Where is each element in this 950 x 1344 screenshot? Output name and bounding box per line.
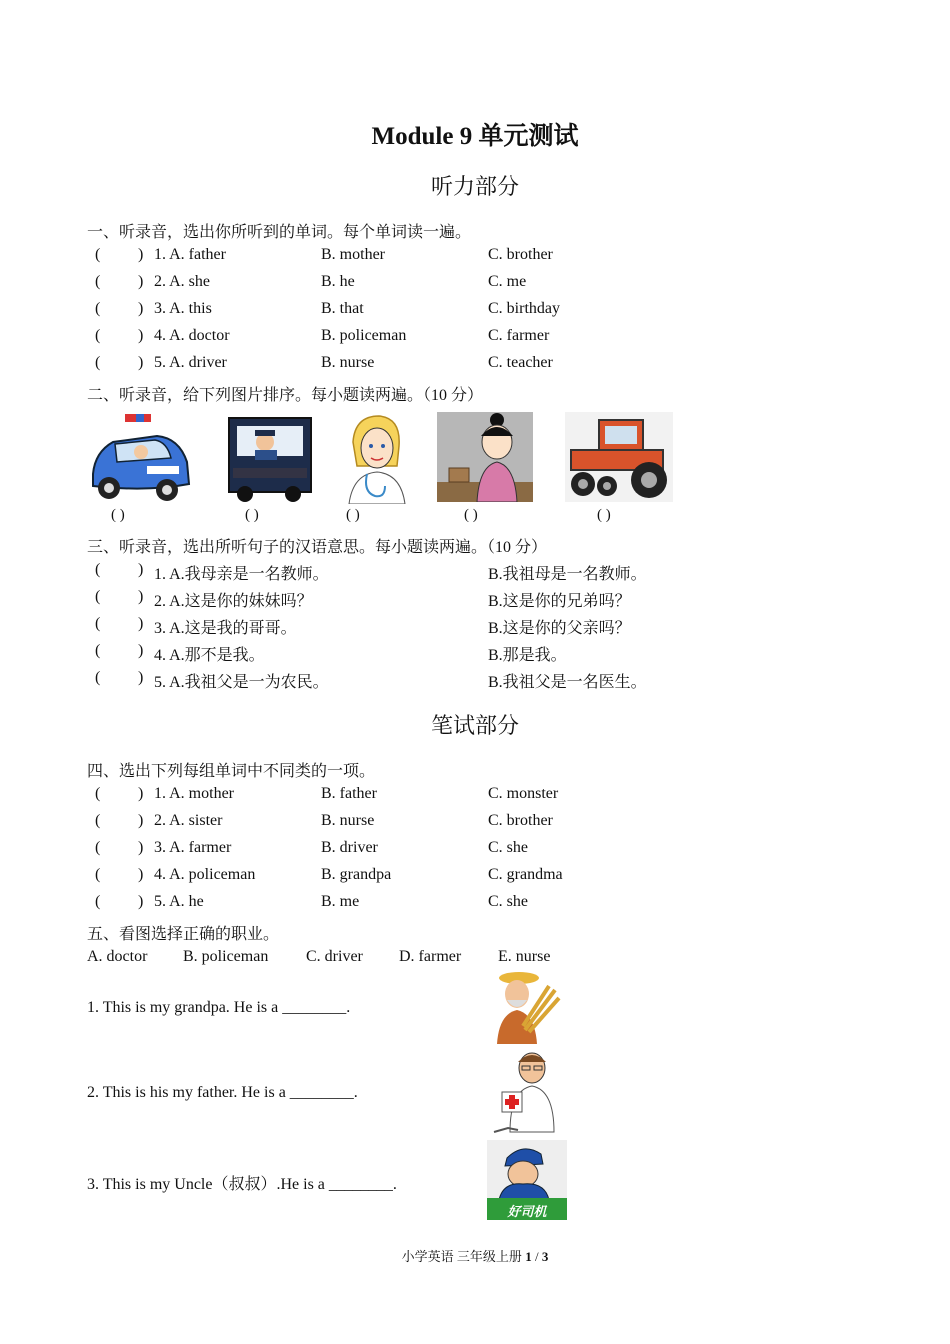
footer-text: 小学英语 三年级上册 xyxy=(401,1249,526,1264)
option-b: B.这是你的兄弟吗？ xyxy=(488,593,631,610)
answer-paren-open[interactable]: ( xyxy=(95,615,101,632)
option-a: 1. A. father xyxy=(154,246,226,263)
answer-paren-open[interactable]: ( xyxy=(95,246,101,263)
option-b: B. he xyxy=(321,273,355,290)
section3-item-2 xyxy=(87,588,887,615)
option-c: C. brother xyxy=(488,812,553,829)
option-b: B. grandpa xyxy=(321,866,392,883)
answer-paren-close[interactable]: ) xyxy=(138,588,144,605)
section2-heading: 二、听录音，给下列图片排序。每小题读两遍。（10 分） xyxy=(87,387,484,404)
farmer-icon xyxy=(489,970,561,1044)
option-c: C. grandma xyxy=(488,866,563,883)
option-b: B.我祖父是一名医生。 xyxy=(488,674,647,691)
job-option-doctor: A. doctor xyxy=(87,948,148,965)
option-b: B. policeman xyxy=(321,327,407,344)
teacher-icon xyxy=(437,412,533,502)
answer-paren-open[interactable]: ( xyxy=(95,642,101,659)
question-3: 3. This is my Uncle（叔叔）.He is a ________. xyxy=(87,1176,397,1193)
section3-item-5 xyxy=(87,669,887,696)
police-car-icon xyxy=(87,412,193,504)
option-a: 1. A.我母亲是一名教师。 xyxy=(154,566,329,583)
section3-heading: 三、听录音，选出所听句子的汉语意思。每小题读两遍。（10 分） xyxy=(87,539,548,556)
option-b: B. mother xyxy=(321,246,385,263)
section3-item-3 xyxy=(87,615,887,642)
option-b: B.这是你的父亲吗？ xyxy=(488,620,631,637)
option-a: 1. A. mother xyxy=(154,785,234,802)
section4-item-5 xyxy=(87,893,887,920)
option-a: 5. A. driver xyxy=(154,354,227,371)
answer-paren-close[interactable]: ) xyxy=(138,615,144,632)
page-title: Module 9 单元测试 xyxy=(371,123,579,150)
police-truck-icon xyxy=(225,412,313,504)
section4-heading: 四、选出下列每组单词中不同类的一项。 xyxy=(87,763,376,780)
answer-paren-open[interactable]: ( xyxy=(95,669,101,686)
section5-heading: 五、看图选择正确的职业。 xyxy=(87,926,280,943)
answer-paren-open[interactable]: ( xyxy=(95,839,101,856)
option-a: 3. A. farmer xyxy=(154,839,232,856)
option-c: C. teacher xyxy=(488,354,553,371)
option-a: 3. A. this xyxy=(154,300,212,317)
section1-item-4 xyxy=(87,327,887,354)
option-b: B. father xyxy=(321,785,377,802)
answer-paren-close[interactable]: ) xyxy=(138,866,144,883)
answer-paren-open[interactable]: ( xyxy=(95,812,101,829)
footer-sep: / xyxy=(531,1249,542,1264)
picture-answer-5[interactable]: ( ) xyxy=(597,507,611,523)
answer-paren-open[interactable]: ( xyxy=(95,866,101,883)
section1-item-5 xyxy=(87,354,887,381)
option-b: B.那是我。 xyxy=(488,647,567,664)
picture-answer-1[interactable]: ( ) xyxy=(111,507,125,523)
section3-item-4 xyxy=(87,642,887,669)
option-a: 2. A.这是你的妹妹吗？ xyxy=(154,593,313,610)
answer-paren-open[interactable]: ( xyxy=(95,327,101,344)
answer-paren-open[interactable]: ( xyxy=(95,785,101,802)
question-2: 2. This is his my father. He is a ________. xyxy=(87,1084,358,1101)
picture-answer-4[interactable]: ( ) xyxy=(464,507,478,523)
footer-total: 3 xyxy=(541,1249,549,1264)
question-1: 1. This is my grandpa. He is a ________. xyxy=(87,999,351,1016)
doctor-icon xyxy=(488,1048,564,1136)
tractor-icon xyxy=(565,412,673,502)
listening-title: 听力部分 xyxy=(430,174,519,199)
answer-paren-close[interactable]: ) xyxy=(138,812,144,829)
answer-paren-close[interactable]: ) xyxy=(138,642,144,659)
picture-answer-3[interactable]: ( ) xyxy=(346,507,360,523)
answer-paren-open[interactable]: ( xyxy=(95,300,101,317)
answer-paren-close[interactable]: ) xyxy=(138,893,144,910)
option-b: B. that xyxy=(321,300,364,317)
job-option-driver: C. driver xyxy=(306,948,363,965)
driver-badge: 好司机 xyxy=(507,1205,547,1220)
section4-item-3 xyxy=(87,839,887,866)
option-b: B. me xyxy=(321,893,360,910)
answer-paren-open[interactable]: ( xyxy=(95,273,101,290)
answer-paren-close[interactable]: ) xyxy=(138,246,144,263)
option-b: B. nurse xyxy=(321,354,375,371)
section1-item-1 xyxy=(87,246,887,273)
answer-paren-close[interactable]: ) xyxy=(138,561,144,578)
option-b: B. driver xyxy=(321,839,378,856)
answer-paren-close[interactable]: ) xyxy=(138,839,144,856)
option-a: 4. A. policeman xyxy=(154,866,256,883)
option-c: C. me xyxy=(488,273,527,290)
answer-paren-close[interactable]: ) xyxy=(138,354,144,371)
section1-item-2 xyxy=(87,273,887,300)
answer-paren-open[interactable]: ( xyxy=(95,354,101,371)
answer-paren-close[interactable]: ) xyxy=(138,327,144,344)
section4-item-1 xyxy=(87,785,887,812)
answer-paren-open[interactable]: ( xyxy=(95,588,101,605)
section1-item-3 xyxy=(87,300,887,327)
nurse-icon xyxy=(345,412,407,504)
writing-title: 笔试部分 xyxy=(430,713,519,738)
job-option-farmer: D. farmer xyxy=(399,948,462,965)
option-a: 5. A. he xyxy=(154,893,204,910)
option-a: 3. A.这是我的哥哥。 xyxy=(154,620,297,637)
option-b: B. nurse xyxy=(321,812,375,829)
option-b: B.我祖母是一名教师。 xyxy=(488,566,647,583)
option-c: C. monster xyxy=(488,785,559,802)
job-option-nurse: E. nurse xyxy=(498,948,551,965)
picture-answer-2[interactable]: ( ) xyxy=(245,507,259,523)
option-c: C. birthday xyxy=(488,300,560,317)
answer-paren-close[interactable]: ) xyxy=(138,669,144,686)
section4-item-4 xyxy=(87,866,887,893)
option-c: C. she xyxy=(488,893,528,910)
option-c: C. brother xyxy=(488,246,553,263)
option-a: 2. A. sister xyxy=(154,812,223,829)
answer-paren-open[interactable]: ( xyxy=(95,893,101,910)
option-a: 5. A.我祖父是一为农民。 xyxy=(154,674,329,691)
option-a: 4. A.那不是我。 xyxy=(154,647,265,664)
section3-item-1 xyxy=(87,561,887,588)
section4-item-2 xyxy=(87,812,887,839)
section1-heading: 一、听录音，选出你所听到的单词。每个单词读一遍。 xyxy=(87,224,472,241)
footer-page: 1 xyxy=(525,1249,532,1264)
option-c: C. she xyxy=(488,839,528,856)
answer-paren-close[interactable]: ) xyxy=(138,785,144,802)
option-c: C. farmer xyxy=(488,327,550,344)
answer-paren-close[interactable]: ) xyxy=(138,300,144,317)
job-option-policeman: B. policeman xyxy=(183,948,269,965)
option-a: 4. A. doctor xyxy=(154,327,230,344)
answer-paren-open[interactable]: ( xyxy=(95,561,101,578)
answer-paren-close[interactable]: ) xyxy=(138,273,144,290)
option-a: 2. A. she xyxy=(154,273,210,290)
page-footer xyxy=(0,1246,950,1265)
